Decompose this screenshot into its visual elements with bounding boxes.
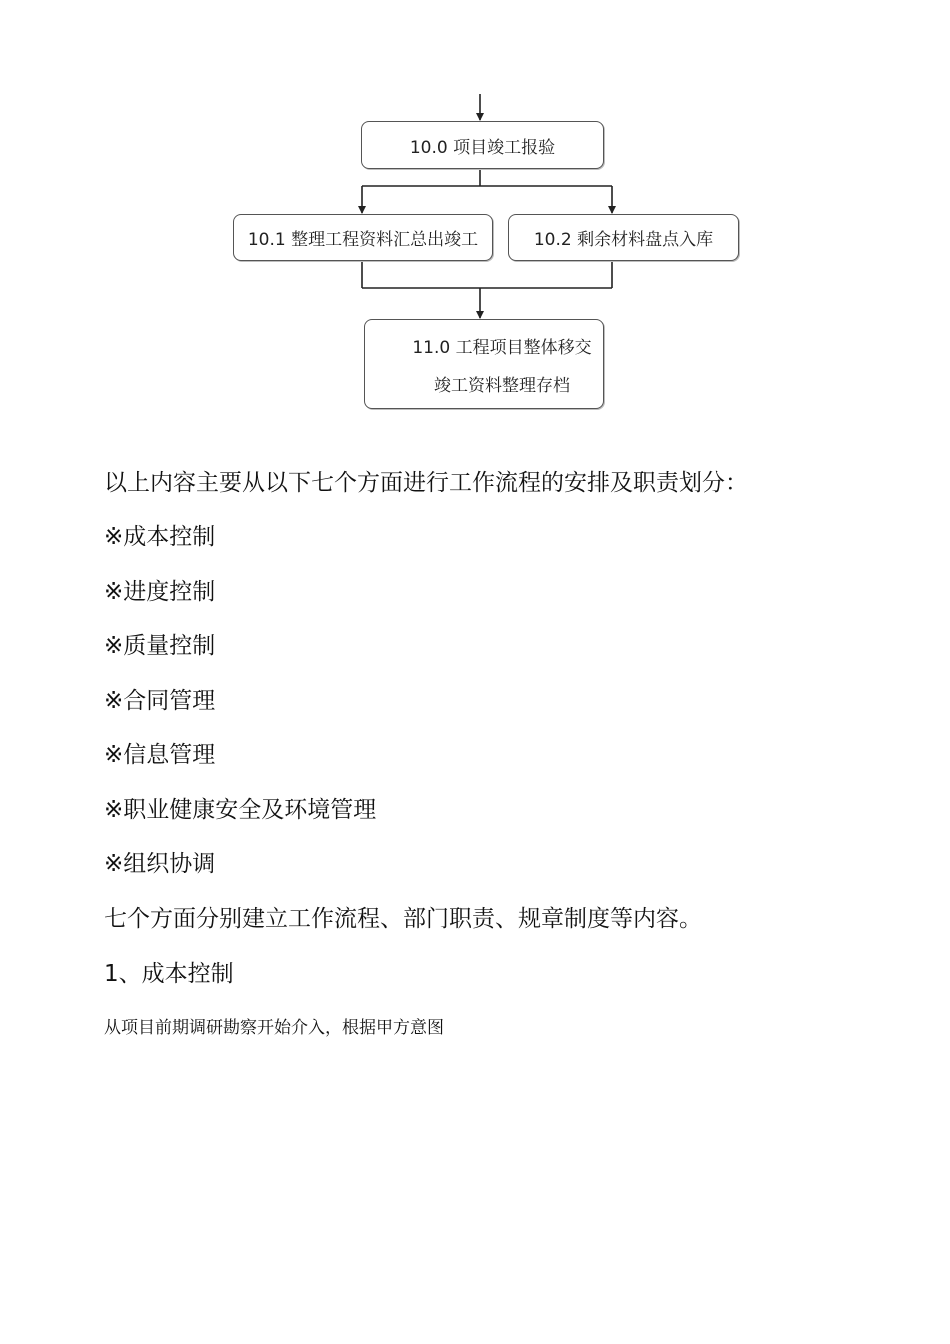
flow-node-10-0	[361, 121, 604, 169]
list-item-coordination: ※组织协调	[104, 851, 216, 877]
flow-node-10-2-label: 10.2 剩余材料盘点入库	[533, 230, 714, 250]
flow-node-10-2	[508, 214, 739, 261]
flow-node-10-1	[233, 214, 493, 261]
section-paragraph: 从项目前期调研勘察开始介入，根据甲方意图	[104, 1018, 444, 1038]
flowchart	[0, 0, 950, 430]
summary-paragraph: 七个方面分别建立工作流程、部门职责、规章制度等内容。	[104, 906, 702, 932]
list-item-quality-control: ※质量控制	[104, 633, 216, 659]
flow-node-10-0-label: 10.0 项目竣工报验	[409, 137, 556, 158]
flow-node-11-0-label-line1: 11.0 工程项目整体移交	[412, 337, 592, 358]
intro-paragraph: 以上内容主要从以下七个方面进行工作流程的安排及职责划分：	[104, 470, 748, 496]
list-item-ohs-environment: ※职业健康安全及环境管理	[104, 797, 377, 823]
flow-node-10-1-label: 10.1 整理工程资料汇总出竣工	[247, 230, 479, 250]
list-item-information-management: ※信息管理	[104, 742, 216, 768]
list-item-contract-management: ※合同管理	[104, 688, 216, 714]
flow-node-11-0	[364, 319, 604, 409]
list-item-cost-control: ※成本控制	[104, 524, 216, 550]
flow-node-11-0-label-line2: 竣工资料整理存档	[434, 375, 570, 396]
list-item-schedule-control: ※进度控制	[104, 579, 216, 605]
section-heading: 1、成本控制	[104, 961, 234, 987]
